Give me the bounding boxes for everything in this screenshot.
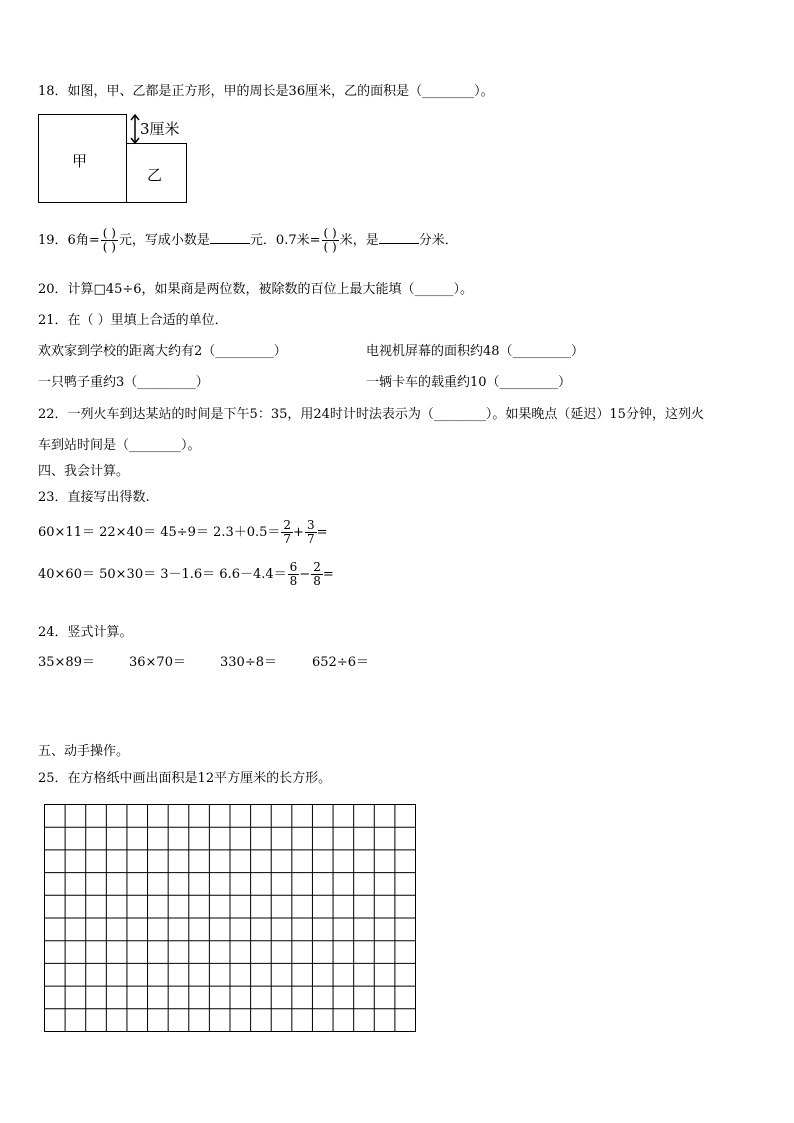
q19-fraction-2-num: ( ) <box>323 226 337 240</box>
q19-part1: 19．6角= <box>38 233 100 248</box>
q19-fraction-1 <box>101 227 118 254</box>
q23-row-2-end: = <box>322 567 334 582</box>
question-20: 20．计算□45÷6，如果商是两位数，被除数的百位上最大能填（______）。 <box>38 282 474 297</box>
q19-part3: 元．0.7米= <box>249 233 321 248</box>
q24-item-1: 35×89＝ <box>38 655 95 670</box>
frac-num: 2 <box>283 518 292 532</box>
q24-item-2: 36×70＝ <box>129 655 186 670</box>
frac-num: 2 <box>313 560 321 574</box>
square-yi-label: 乙 <box>147 166 163 184</box>
question-23-title: 23．直接写出得数. <box>38 490 150 505</box>
q19-fraction-2 <box>322 227 339 254</box>
q23-row-1-op: + <box>293 525 304 540</box>
question-21-title: 21．在（ ）里填上合适的单位． <box>38 313 228 328</box>
q23-row-1-frac-2 <box>305 519 317 546</box>
q23-row-2-frac-2 <box>311 561 323 588</box>
question-19 <box>38 224 458 258</box>
q23-row-2-op: − <box>299 567 311 582</box>
q19-fraction-1-den: ( ) <box>102 240 116 254</box>
graph-paper-grid[interactable] <box>44 804 416 1032</box>
q24-item-4: 652÷6＝ <box>312 655 369 670</box>
q23-row-2-text: 40×60＝ 50×30＝ 3－1.6＝ 6.6－4.4＝ <box>38 567 287 582</box>
graph-paper-svg[interactable] <box>44 804 416 1032</box>
q23-row-1-frac-1 <box>281 519 293 546</box>
question-24-title: 24．竖式计算。 <box>38 625 133 640</box>
q21-item-3: 一只鸭子重约3（_________） <box>38 375 209 390</box>
q19-fraction-1-num: ( ) <box>102 226 116 240</box>
question-22-line-2: 车到站时间是（________）。 <box>38 438 201 453</box>
frac-den: 7 <box>283 532 292 546</box>
question-25-title: 25．在方格纸中画出面积是12平方厘米的长方形。 <box>38 771 332 786</box>
q23-row-1-end: = <box>316 525 328 540</box>
frac-num: 3 <box>306 518 315 532</box>
frac-den: 7 <box>306 532 315 546</box>
q23-row-1-text: 60×11＝ 22×40＝ 45÷9＝ 2.3＋0.5＝ <box>38 525 281 540</box>
q23-row-1 <box>38 517 328 549</box>
q23-row-2 <box>38 559 334 591</box>
q23-row-2-frac-1 <box>288 561 300 588</box>
q21-item-1: 欢欢家到学校的距离大约有2（_________） <box>38 344 287 359</box>
q19-blank-2[interactable] <box>379 231 419 244</box>
frac-den: 8 <box>289 574 298 588</box>
question-18: 18．如图，甲、乙都是正方形，甲的周长是36厘米，乙的面积是（________）。 <box>38 84 494 99</box>
q21-item-4: 一辆卡车的载重约10（_________） <box>366 375 572 390</box>
q19-part2: 元，写成小数是 <box>118 233 210 248</box>
question-22-line-1: 22．一列火车到达某站的时间是下午5：35，用24时计时法表示为（________）。如果晚点（延迟）15分钟，这列火 <box>38 407 704 422</box>
q19-part4: 米，是 <box>339 233 379 248</box>
square-jia-label: 甲 <box>72 152 88 170</box>
q24-item-3: 330÷8＝ <box>220 655 277 670</box>
section-5-title: 五、动手操作。 <box>38 744 130 759</box>
q19-blank-1[interactable] <box>210 231 250 244</box>
q21-item-2: 电视机屏幕的面积约48（_________） <box>366 344 585 359</box>
q19-fraction-2-den: ( ) <box>323 240 337 254</box>
frac-den: 8 <box>313 574 321 588</box>
dimension-label: 3厘米 <box>140 120 180 138</box>
section-4-title: 四、我会计算。 <box>38 464 130 479</box>
frac-num: 6 <box>289 560 298 574</box>
q19-part5: 分米． <box>418 233 458 248</box>
